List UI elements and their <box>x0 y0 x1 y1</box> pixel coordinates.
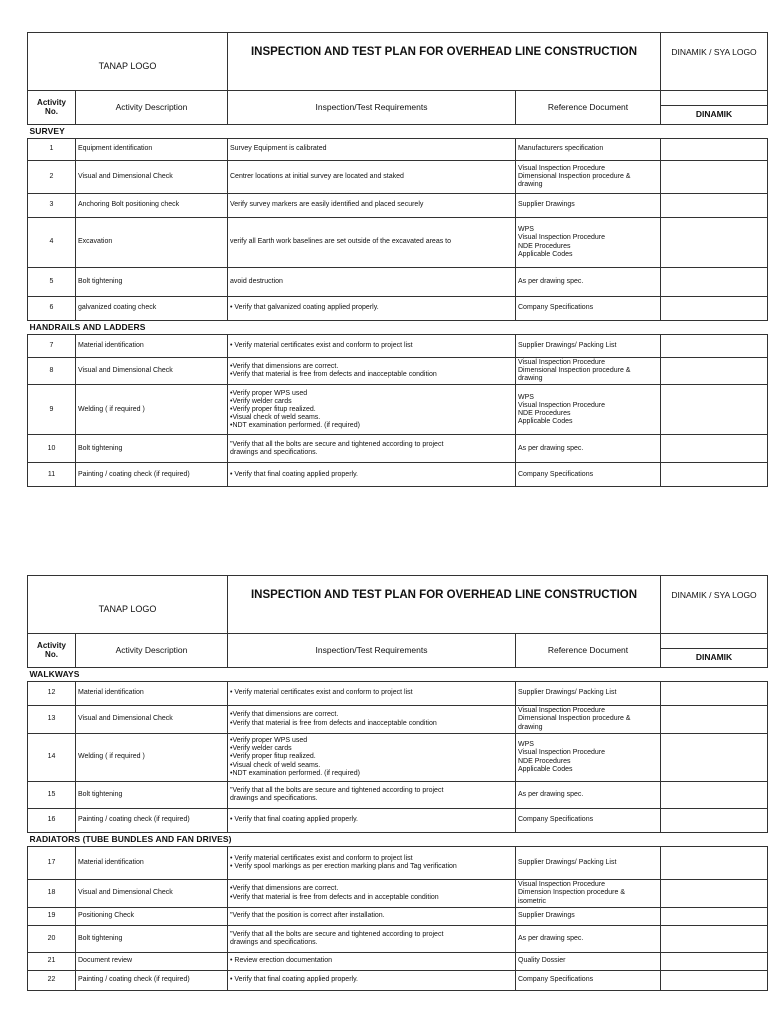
requirements-cell <box>228 218 516 268</box>
section-heading: HANDRAILS AND LADDERS <box>28 321 768 335</box>
requirement-line: • Review erection documentation <box>230 957 333 965</box>
requirement-line: drawings and specifications. <box>230 448 318 456</box>
itp-rows-1 <box>28 125 768 487</box>
requirement-line: • Verify that final coating applied properly. <box>230 976 359 984</box>
reference-cell <box>516 706 661 734</box>
activity-number: 7 <box>28 335 76 358</box>
reference-line: Applicable Codes <box>518 765 573 773</box>
dinamik-cell <box>661 139 768 161</box>
tanap-logo-text: TANAP LOGO <box>98 60 157 71</box>
requirements-cell <box>228 734 516 782</box>
requirements-cell <box>228 926 516 953</box>
activity-number: 17 <box>28 847 76 880</box>
reference-cell <box>516 734 661 782</box>
requirement-line: •Verify welder cards <box>230 397 292 405</box>
requirements-cell <box>228 335 516 358</box>
activity-number: 22 <box>28 971 76 991</box>
reference-line: Company Specifications <box>518 976 594 984</box>
reference-line: Supplier Drawings/ Packing List <box>518 858 617 866</box>
reference-line: Manufacturers specification <box>518 145 604 153</box>
dinamik-cell <box>661 194 768 218</box>
dinamik-cell <box>661 953 768 971</box>
dinamik-label: DINAMIK <box>695 652 733 663</box>
reference-cell <box>516 809 661 833</box>
requirement-line: • Verify material certificates exist and conform to project list <box>230 854 413 862</box>
reference-line: drawing <box>518 723 543 731</box>
activity-description: Material identification <box>76 847 228 880</box>
dinamik-sya-logo-text: DINAMIK / SYA LOGO <box>671 590 757 600</box>
dinamik-cell <box>661 218 768 268</box>
reference-cell <box>516 218 661 268</box>
dinamik-sya-logo-cell <box>661 33 768 91</box>
activity-number: 3 <box>28 194 76 218</box>
document-title: INSPECTION AND TEST PLAN FOR OVERHEAD LINE CONSTRUCTION <box>228 576 661 634</box>
activity-number: 4 <box>28 218 76 268</box>
dinamik-blank <box>661 91 767 106</box>
reference-cell <box>516 463 661 487</box>
activity-row <box>28 161 768 194</box>
tanap-logo-text: TANAP LOGO <box>98 603 157 614</box>
reference-line: As per drawing spec. <box>518 444 584 452</box>
requirement-line: avoid destruction <box>230 277 283 285</box>
dinamik-cell <box>661 335 768 358</box>
activity-number: 6 <box>28 297 76 321</box>
dinamik-cell <box>661 706 768 734</box>
reference-line: Visual Inspection Procedure <box>518 749 606 757</box>
reference-line: isometric <box>518 897 547 905</box>
reference-cell <box>516 297 661 321</box>
requirements-cell <box>228 682 516 706</box>
activity-description: Visual and Dimensional Check <box>76 358 228 385</box>
dinamik-blank <box>661 634 767 649</box>
reference-line: Supplier Drawings <box>518 201 575 209</box>
activity-description: Bolt tightening <box>76 926 228 953</box>
requirements-cell <box>228 194 516 218</box>
activity-number: 12 <box>28 682 76 706</box>
reference-line: As per drawing spec. <box>518 934 584 942</box>
requirement-line: •Verify that dimensions are correct. <box>230 885 339 893</box>
reference-line: WPS <box>518 226 534 234</box>
dinamik-cell <box>661 926 768 953</box>
requirement-line: • Verify that final coating applied properly. <box>230 816 359 824</box>
requirement-line: •Verify that material is free from defects and inacceptable condition <box>230 719 437 727</box>
activity-row <box>28 971 768 991</box>
reference-cell <box>516 161 661 194</box>
reference-line: Visual Inspection Procedure <box>518 707 606 715</box>
activity-number: 19 <box>28 908 76 926</box>
activity-description: Document review <box>76 953 228 971</box>
activity-row <box>28 847 768 880</box>
col-header-dinamik-cell <box>661 634 768 668</box>
dinamik-cell <box>661 734 768 782</box>
activity-row <box>28 953 768 971</box>
dinamik-sya-logo-cell <box>661 576 768 634</box>
reference-line: Supplier Drawings/ Packing List <box>518 341 617 349</box>
reference-line: Dimensional Inspection procedure & <box>518 715 631 723</box>
requirement-line: •Verify that material is free from defects and inacceptable condition <box>230 371 437 379</box>
reference-line: Company Specifications <box>518 304 594 312</box>
activity-description: Painting / coating check (if required) <box>76 809 228 833</box>
activity-row <box>28 358 768 385</box>
requirement-line: • Verify spool markings as per erection marking plans and Tag verification <box>230 863 457 870</box>
requirement-line: •Verify proper fitup realized. <box>230 405 316 413</box>
activity-row <box>28 809 768 833</box>
reference-line: Visual Inspection Procedure <box>518 401 606 409</box>
dinamik-cell <box>661 971 768 991</box>
requirement-line: •Verify that material is free from defects and in acceptable condition <box>230 893 439 901</box>
reference-cell <box>516 971 661 991</box>
reference-cell <box>516 926 661 953</box>
activity-number: 20 <box>28 926 76 953</box>
itp-table-1 <box>27 32 768 487</box>
reference-line: Visual Inspection Procedure <box>518 359 606 366</box>
activity-number: 18 <box>28 880 76 908</box>
reference-line: WPS <box>518 393 534 401</box>
requirement-line: verify all Earth work baselines are set outside of the excavated areas to <box>230 238 452 246</box>
activity-row <box>28 268 768 297</box>
section-heading: SURVEY <box>28 125 768 139</box>
activity-row <box>28 682 768 706</box>
dinamik-cell <box>661 782 768 809</box>
requirements-cell <box>228 161 516 194</box>
section-row <box>28 321 768 335</box>
activity-row <box>28 463 768 487</box>
activity-number: 16 <box>28 809 76 833</box>
requirements-cell <box>228 463 516 487</box>
reference-line: WPS <box>518 741 534 749</box>
reference-line: Visual Inspection Procedure <box>518 881 606 889</box>
requirements-cell <box>228 809 516 833</box>
requirement-line: •Verify proper WPS used <box>230 389 308 397</box>
requirement-line: •Verify that dimensions are correct. <box>230 363 339 371</box>
requirement-line: •Verify proper fitup realized. <box>230 753 316 761</box>
requirement-line: •Verify welder cards <box>230 745 292 753</box>
activity-number: 10 <box>28 435 76 463</box>
col-header-activity-description: Activity Description <box>76 634 228 668</box>
activity-description: Bolt tightening <box>76 782 228 809</box>
requirement-line: •Visual check of weld seams. <box>230 413 321 421</box>
reference-cell <box>516 953 661 971</box>
activity-row <box>28 926 768 953</box>
requirements-cell <box>228 908 516 926</box>
requirement-line: Survey Equipment is calibrated <box>230 145 327 153</box>
activity-number: 2 <box>28 161 76 194</box>
reference-cell <box>516 782 661 809</box>
dinamik-cell <box>661 809 768 833</box>
section-heading: RADIATORS (TUBE BUNDLES AND FAN DRIVES) <box>28 833 768 847</box>
reference-cell <box>516 880 661 908</box>
requirements-cell <box>228 953 516 971</box>
reference-line: Dimensional Inspection procedure & <box>518 172 631 180</box>
reference-line: Quality Dossier <box>518 957 566 965</box>
reference-line: As per drawing spec. <box>518 277 584 285</box>
itp-rows-2 <box>28 668 768 991</box>
reference-line: drawing <box>518 375 543 383</box>
reference-cell <box>516 682 661 706</box>
dinamik-cell <box>661 358 768 385</box>
activity-row <box>28 297 768 321</box>
requirements-cell <box>228 435 516 463</box>
activity-number: 15 <box>28 782 76 809</box>
requirement-line: • Verify material certificates exist and conform to project list <box>230 689 413 697</box>
dinamik-cell <box>661 385 768 435</box>
col-header-activity-no: Activity No. <box>28 91 76 125</box>
activity-description: Excavation <box>76 218 228 268</box>
activity-description: Painting / coating check (if required) <box>76 971 228 991</box>
col-header-dinamik-cell <box>661 91 768 125</box>
requirement-line: • Verify material certificates exist and conform to project list <box>230 341 413 349</box>
requirement-line: • Verify that galvanized coating applied properly. <box>230 304 379 312</box>
reference-cell <box>516 268 661 297</box>
requirements-cell <box>228 297 516 321</box>
tanap-logo-cell <box>28 33 228 91</box>
activity-description: Visual and Dimensional Check <box>76 161 228 194</box>
activity-description: Positioning Check <box>76 908 228 926</box>
dinamik-cell <box>661 847 768 880</box>
activity-row <box>28 435 768 463</box>
dinamik-split <box>661 91 767 124</box>
activity-description: Anchoring Bolt positioning check <box>76 194 228 218</box>
col-header-requirements: Inspection/Test Requirements <box>228 634 516 668</box>
itp-table-2 <box>27 575 768 991</box>
activity-description: Bolt tightening <box>76 268 228 297</box>
dinamik-cell <box>661 268 768 297</box>
activity-number: 21 <box>28 953 76 971</box>
col-header-activity-no: Activity No. <box>28 634 76 668</box>
requirement-line: drawings and specifications. <box>230 795 318 802</box>
dinamik-cell <box>661 682 768 706</box>
reference-line: Visual Inspection Procedure <box>518 164 606 172</box>
dinamik-cell <box>661 435 768 463</box>
requirement-line: "Verify that all the bolts are secure and tightened according to project <box>230 930 444 938</box>
reference-line: Applicable Codes <box>518 250 573 258</box>
reference-cell <box>516 194 661 218</box>
activity-description: Visual and Dimensional Check <box>76 706 228 734</box>
reference-cell <box>516 139 661 161</box>
activity-row <box>28 706 768 734</box>
activity-number: 13 <box>28 706 76 734</box>
activity-row <box>28 335 768 358</box>
activity-row <box>28 385 768 435</box>
requirements-cell <box>228 268 516 297</box>
activity-description: Painting / coating check (if required) <box>76 463 228 487</box>
requirement-line: •NDT examination performed. (if required) <box>230 769 360 777</box>
dinamik-label: DINAMIK <box>695 109 733 120</box>
reference-line: Applicable Codes <box>518 417 573 425</box>
requirement-line: "Verify that all the bolts are secure and tightened according to project <box>230 786 444 794</box>
activity-number: 11 <box>28 463 76 487</box>
activity-description: Bolt tightening <box>76 435 228 463</box>
requirements-cell <box>228 385 516 435</box>
activity-row <box>28 734 768 782</box>
requirements-cell <box>228 847 516 880</box>
col-header-reference: Reference Document <box>516 634 661 668</box>
requirement-line: Centrer locations at initial survey are located and staked <box>230 172 404 180</box>
requirement-line: "Verify that all the bolts are secure and tightened according to project <box>230 440 444 448</box>
requirement-line: •Verify proper WPS used <box>230 737 308 745</box>
reference-line: Company Specifications <box>518 816 594 824</box>
reference-line: Visual Inspection Procedure <box>518 234 606 242</box>
section-row <box>28 668 768 682</box>
reference-line: NDE Procedures <box>518 242 571 250</box>
reference-cell <box>516 908 661 926</box>
reference-line: Company Specifications <box>518 470 594 478</box>
activity-row <box>28 218 768 268</box>
activity-description: Visual and Dimensional Check <box>76 880 228 908</box>
requirements-cell <box>228 782 516 809</box>
dinamik-sya-logo-text: DINAMIK / SYA LOGO <box>671 47 757 57</box>
activity-row <box>28 908 768 926</box>
activity-row <box>28 194 768 218</box>
dinamik-cell <box>661 880 768 908</box>
activity-row <box>28 139 768 161</box>
section-row <box>28 833 768 847</box>
reference-cell <box>516 335 661 358</box>
activity-description: Material identification <box>76 335 228 358</box>
reference-line: NDE Procedures <box>518 409 571 417</box>
reference-line: Supplier Drawings/ Packing List <box>518 689 617 697</box>
activity-number: 9 <box>28 385 76 435</box>
requirement-line: Verify survey markers are easily identified and placed securely <box>230 201 424 209</box>
requirement-line: drawings and specifications. <box>230 939 318 946</box>
dinamik-split <box>661 634 767 667</box>
reference-line: Supplier Drawings <box>518 912 575 920</box>
dinamik-cell <box>661 908 768 926</box>
activity-description: Equipment identification <box>76 139 228 161</box>
activity-number: 5 <box>28 268 76 297</box>
activity-number: 8 <box>28 358 76 385</box>
reference-line: Dimension Inspection procedure & <box>518 889 626 897</box>
requirement-line: • Verify that final coating applied properly. <box>230 470 359 478</box>
requirement-line: •Visual check of weld seams. <box>230 761 321 769</box>
dinamik-cell <box>661 297 768 321</box>
activity-number: 14 <box>28 734 76 782</box>
col-header-activity-description: Activity Description <box>76 91 228 125</box>
tanap-logo-cell <box>28 576 228 634</box>
requirements-cell <box>228 358 516 385</box>
requirements-cell <box>228 880 516 908</box>
dinamik-cell <box>661 463 768 487</box>
activity-description: Welding ( if required ) <box>76 385 228 435</box>
requirements-cell <box>228 139 516 161</box>
dinamik-cell <box>661 161 768 194</box>
activity-row <box>28 880 768 908</box>
activity-row <box>28 782 768 809</box>
reference-line: NDE Procedures <box>518 757 571 765</box>
activity-number: 1 <box>28 139 76 161</box>
col-header-reference: Reference Document <box>516 91 661 125</box>
reference-line: Dimensional Inspection procedure & <box>518 367 631 375</box>
activity-description: Material identification <box>76 682 228 706</box>
requirement-line: "Verify that the position is correct after installation. <box>230 912 385 920</box>
col-header-requirements: Inspection/Test Requirements <box>228 91 516 125</box>
activity-description: galvanized coating check <box>76 297 228 321</box>
reference-cell <box>516 847 661 880</box>
requirements-cell <box>228 971 516 991</box>
reference-line: As per drawing spec. <box>518 790 584 798</box>
reference-cell <box>516 358 661 385</box>
reference-cell <box>516 435 661 463</box>
requirement-line: •NDT examination performed. (if required) <box>230 421 360 429</box>
requirements-cell <box>228 706 516 734</box>
document-title: INSPECTION AND TEST PLAN FOR OVERHEAD LINE CONSTRUCTION <box>228 33 661 91</box>
requirement-line: •Verify that dimensions are correct. <box>230 711 339 719</box>
reference-line: drawing <box>518 181 543 189</box>
section-row <box>28 125 768 139</box>
section-heading: WALKWAYS <box>28 668 768 682</box>
activity-description: Welding ( if required ) <box>76 734 228 782</box>
reference-cell <box>516 385 661 435</box>
